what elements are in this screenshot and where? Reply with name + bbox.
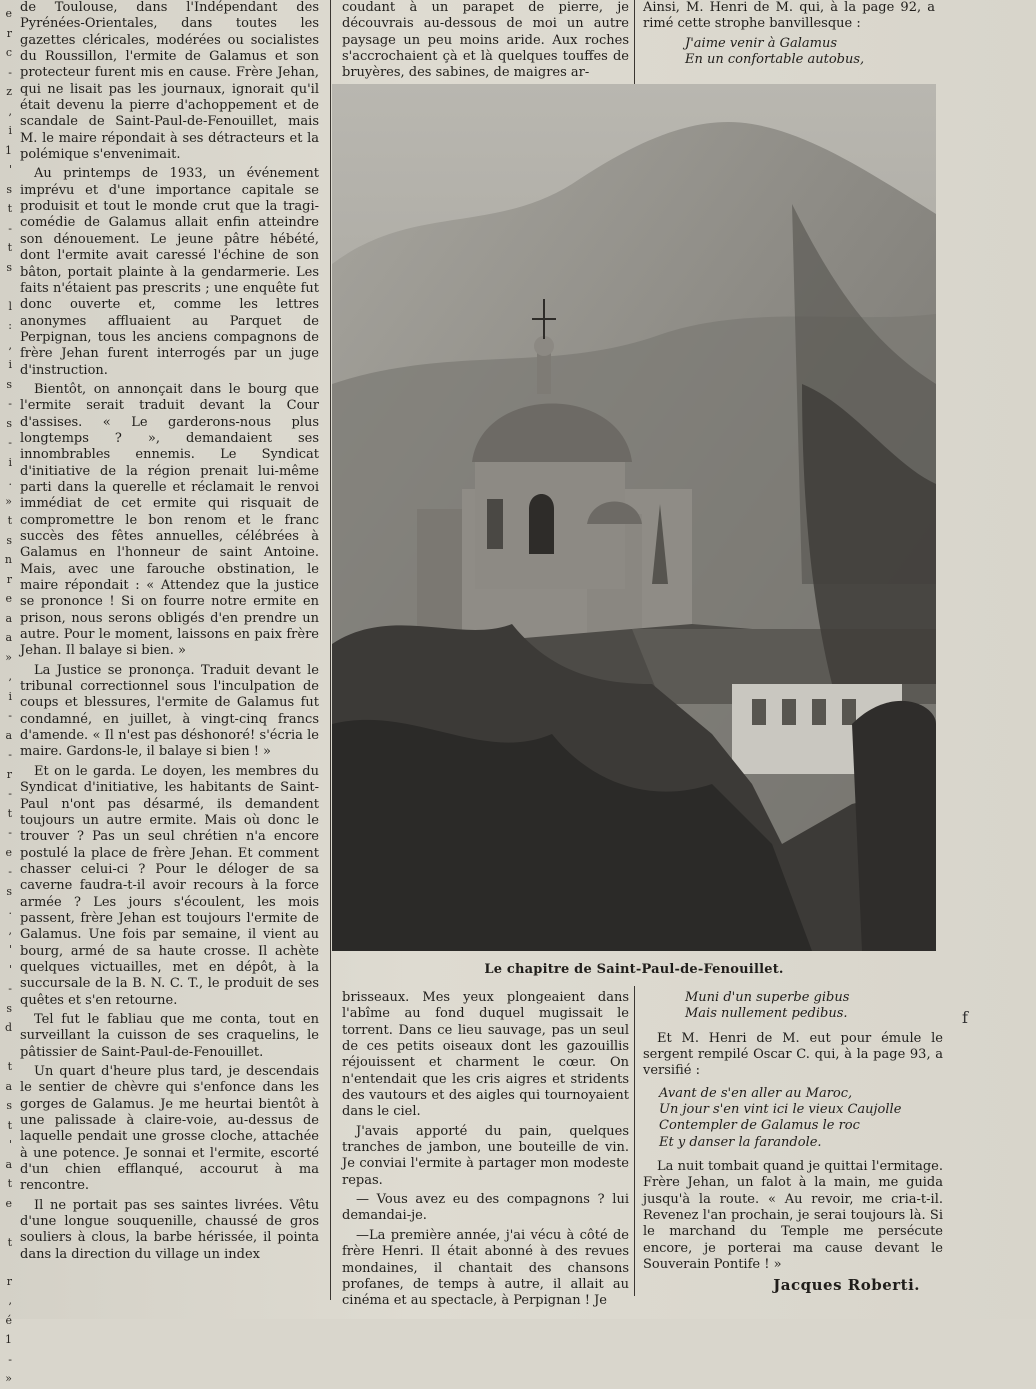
margin-fragment: s [6, 533, 12, 547]
verse-stanza [643, 990, 943, 1023]
margin-fragment: e [5, 845, 12, 859]
margin-fragment: t [7, 1235, 12, 1249]
margin-fragment: é [5, 1313, 12, 1327]
margin-fragment [0, 1252, 14, 1272]
margin-fragment: - [8, 748, 12, 761]
church-photograph [332, 84, 936, 951]
margin-fragment: - [8, 709, 12, 722]
margin-fragment: : [8, 319, 12, 332]
margin-fragment: e [5, 1196, 12, 1210]
paragraph: J'avais apporté du pain, quelques tranches de jambon, une bouteille de vin. Je conviai l'ermite à partager mon modeste repas. [342, 1123, 629, 1188]
column-rule [330, 0, 331, 1300]
margin-fragment: r [6, 1274, 12, 1288]
paragraph: brisseaux. Mes yeux plongeaient dans l'abîme au fond duquel mugissait le torrent. Dans ce lieu sauvage, pas un seul de ces petits oiseaux dont les gazouillis réjouissent et charment le cœur. On n'entendait que les cris aigres et stridents des vautours et des aigles qui tournoyaient dans le ciel. [342, 990, 629, 1120]
margin-fragment: r [6, 572, 12, 586]
article-column-middle-bottom [342, 990, 629, 1309]
margin-fragment: r [6, 26, 12, 40]
margin-fragment: n [4, 553, 12, 566]
margin-fragment: . [8, 475, 12, 488]
paragraph: Au printemps de 1933, un événement imprévu et d'une importance capitale se produisit et tout le monde crut que la tragi-comédie de Galamus allait enfin atteindre son dénouement. Le jeune pâtre hébété, dont l'ermite avait caressé l'échine de son bâton, portait plainte à la gendarmerie. Les faits n'étaient pas prescrits ; une enquête fut donc ouverte et, comme les lettres anonymes affluaient au Parquet de Perpignan, tous les anciens compagnons de frère Jehan furent interrogés par un juge d'instruction. [20, 166, 319, 378]
margin-fragment: s [6, 377, 12, 391]
margin-fragment: l [8, 299, 12, 313]
verse-line: J'aime venir à Galamus [685, 35, 838, 51]
margin-fragment: i [8, 124, 12, 137]
margin-fragment: , [8, 104, 12, 118]
article-column-right-top [643, 0, 935, 80]
photo-caption: Le chapitre de Saint-Paul-de-Fenouillet. [484, 962, 784, 977]
column-rule [634, 0, 635, 84]
paragraph: Bientôt, on annonçait dans le bourg que l'ermite serait traduit devant la Cour d'assises. « Le garderons-nous plus longtemps ? », demandaient ses innombrables ennemis. Le Syndicat d'initiative de la région prenait lui-même parti dans la querelle et réclamait le renvoi immédiat de cet ermite qui risquait de compromettre le bon renom et le franc succès des fêtes annuelles, célébrées à Galamus en l'honneur de saint Antoine. Mais, avec une farouche obstination, le maire répondait : « Attendez que la justice se prononce ! Si on fourre notre ermite en prison, nous serons obligés d'en prendre un autre. Pour le moment, laissons en paix frère Jehan. Il balaye si bien. » [20, 381, 319, 659]
margin-fragment: a [5, 1079, 12, 1093]
column-rule [634, 986, 635, 1296]
verse-line: Mais nullement pedibus. [685, 1006, 848, 1022]
verse-stanza [643, 36, 935, 69]
margin-fragment: t [7, 806, 12, 820]
margin-fragment: e [5, 7, 12, 20]
margin-fragment: r [6, 767, 12, 781]
margin-fragment: i [8, 455, 12, 469]
margin-fragment: e [5, 592, 12, 605]
margin-fragment: » [5, 494, 12, 508]
margin-fragment [0, 1213, 14, 1233]
margin-fragment: t [7, 1177, 12, 1190]
verse-line: Avant de s'en aller au Maroc, [659, 1085, 853, 1101]
paragraph: —La première année, j'ai vécu à côté de frère Henri. Il était abonné à des revues mondaines, il chantait des chansons profanes, de temps à autre, il allait au cinéma et au spectacle, à Perpignan ! Je [342, 1227, 629, 1309]
margin-fragment: a [5, 631, 12, 644]
margin-fragment: - [8, 436, 12, 449]
paragraph: La Justice se prononça. Traduit devant le tribunal correctionnel sous l'inculpation de coups et blessures, l'ermite de Galamus fut condamné, en juillet, à vingt-cinq francs d'amende. « Il n'est pas déshonoré! s'écria le maire. Gardons-le, il balaye si bien ! » [20, 662, 319, 760]
margin-fragment: » [5, 1372, 12, 1385]
margin-fragment: t [7, 1118, 12, 1132]
margin-fragment: , [8, 1294, 12, 1307]
margin-fragment: ' [8, 962, 12, 976]
margin-fragment: t [7, 514, 12, 527]
margin-fragment: s [6, 1001, 12, 1015]
margin-fragment: - [8, 982, 12, 995]
paragraph: Il ne portait pas ses saintes livrées. Vêtu d'une longue souquenille, chaussé de gros souliers à clous, la barbe hérissée, il pointa dans la direction du village un index [20, 1197, 319, 1262]
margin-fragment: s [6, 884, 12, 898]
margin-fragment: s [6, 1099, 12, 1112]
margin-fragment: z [6, 85, 12, 98]
article-column-right-bottom [643, 990, 943, 1310]
paragraph: Ainsi, M. Henri de M. qui, à la page 92, a rimé cette strophe banvillesque : [643, 0, 935, 32]
paragraph: Et on le garda. Le doyen, les membres du Syndicat d'initiative, les habitants de Saint-Paul n'ont pas désarmé, ils demandent toujours un autre ermite. Mais où donc le trouver ? Pas un seul chrétien n'a encore postulé la place de frère Jehan. Et comment chasser celui-ci ? Pour le déloger de sa caverne faudra-t-il avoir recours à la force armée ? Les jours s'écoulent, les mois passent, frère Jehan est toujours l'ermite de Galamus. Une fois par semaine, il vient au bourg, armé de sa haute crosse. Il achète quelques victuailles, met en dépôt, à la succursale de la B. N. C. T., le produit de ses quêtes et s'en retourne. [20, 763, 319, 1008]
margin-fragment: s [6, 260, 12, 274]
margin-fragment: ' [8, 1138, 12, 1151]
paragraph: La nuit tombait quand je quittai l'ermitage. Frère Jehan, un falot à la main, me guida jusqu'à la route. « Au revoir, me cria-t-il. Revenez l'an prochain, je serai toujours là. Si le marchand du Temple me persécute encore, je porterai ma cause devant le Souverain Pontife ! » [643, 1159, 943, 1273]
margin-fragment: s [6, 416, 12, 430]
church-photo-illustration [332, 84, 936, 951]
verse-stanza [643, 1086, 943, 1151]
margin-fragment: i [8, 689, 12, 703]
margin-fragment: - [8, 221, 12, 235]
paragraph: Un quart d'heure plus tard, je descendais le sentier de chèvre qui s'enfonce dans les gorges de Galamus. Je me heurtai bientôt à une palissade à claire-voie, au-dessus de laquelle pendait une grosse cloche, attachée à une potence. Je sonnai et l'ermite, escorté d'un chien efflanqué, accourut à ma rencontre. [20, 1064, 319, 1194]
margin-fragment: d [4, 1021, 12, 1034]
margin-fragment: . [8, 904, 12, 917]
margin-fragment: a [5, 728, 12, 742]
margin-fragment: , [8, 338, 12, 352]
margin-fragment [0, 277, 14, 297]
verse-line: En un confortable autobus, [685, 52, 865, 68]
margin-fragment: » [5, 650, 12, 664]
paragraph: Tel fut le fabliau que me conta, tout en surveillant la cuisson de ses craquelins, le pâtissier de Saint-Paul-de-Fenouillet. [20, 1011, 319, 1060]
margin-fragment: , [8, 670, 12, 683]
margin-fragment: - [8, 65, 12, 79]
left-margin-fragments [0, 0, 14, 1385]
margin-fragment: t [7, 202, 12, 215]
paragraph: — Vous avez eu des compagnons ? lui demandai-je. [342, 1192, 629, 1224]
margin-fragment: - [8, 1352, 12, 1366]
verse-line: Muni d'un superbe gibus [685, 990, 850, 1005]
article-column-middle-top [342, 0, 629, 80]
margin-fragment: 1 [5, 143, 12, 157]
margin-fragment: s [6, 182, 12, 196]
margin-fragment: , [8, 923, 12, 937]
margin-fragment: - [8, 787, 12, 800]
author-signature: Jacques Roberti. [773, 1276, 920, 1294]
margin-fragment: c [5, 46, 12, 59]
margin-fragment: a [5, 611, 12, 625]
margin-fragment: - [8, 826, 12, 839]
margin-fragment: ' [8, 943, 12, 956]
verse-line: Un jour s'en vint ici le vieux Caujolle [659, 1102, 902, 1118]
article-column-left [20, 0, 319, 1300]
margin-fragment: t [7, 241, 12, 254]
paragraph: coudant à un parapet de pierre, je découvrais au-dessous de moi un autre paysage un peu moins aride. Aux roches s'accrochaient çà et là quelques touffes de bruyères, des sabines, de maigres ar- [342, 0, 629, 81]
margin-fragment: t [7, 1060, 12, 1073]
margin-fragment: - [8, 865, 12, 878]
margin-fragment: 1 [5, 1333, 12, 1346]
margin-fragment [0, 1038, 14, 1058]
paragraph: de Toulouse, dans l'Indépendant des Pyrénées-Orientales, dans toutes les gazettes cléricales, modérées ou socialistes du Roussillon, l'ermite de Galamus et son protecteur furent mis en cause. Frère Jehan, qui ne lisait pas les journaux, ignorait qu'il était devenu la pierre d'achoppement et de scandale de Saint-Paul-de-Fenouillet, mais M. le maire répondait à ses détracteurs et la polémique s'envenimait. [20, 0, 319, 163]
margin-fragment: a [5, 1157, 12, 1171]
margin-fragment: - [8, 397, 12, 410]
verse-line: Et y danser la farandole. [659, 1134, 822, 1150]
margin-fragment: i [8, 358, 12, 371]
margin-fragment: ' [8, 163, 12, 176]
verse-line: Contempler de Galamus le roc [659, 1118, 860, 1134]
stray-mark: f [962, 1008, 968, 1027]
paragraph: Et M. Henri de M. eut pour émule le sergent rempilé Oscar C. qui, à la page 93, a versifié : [643, 1030, 943, 1079]
